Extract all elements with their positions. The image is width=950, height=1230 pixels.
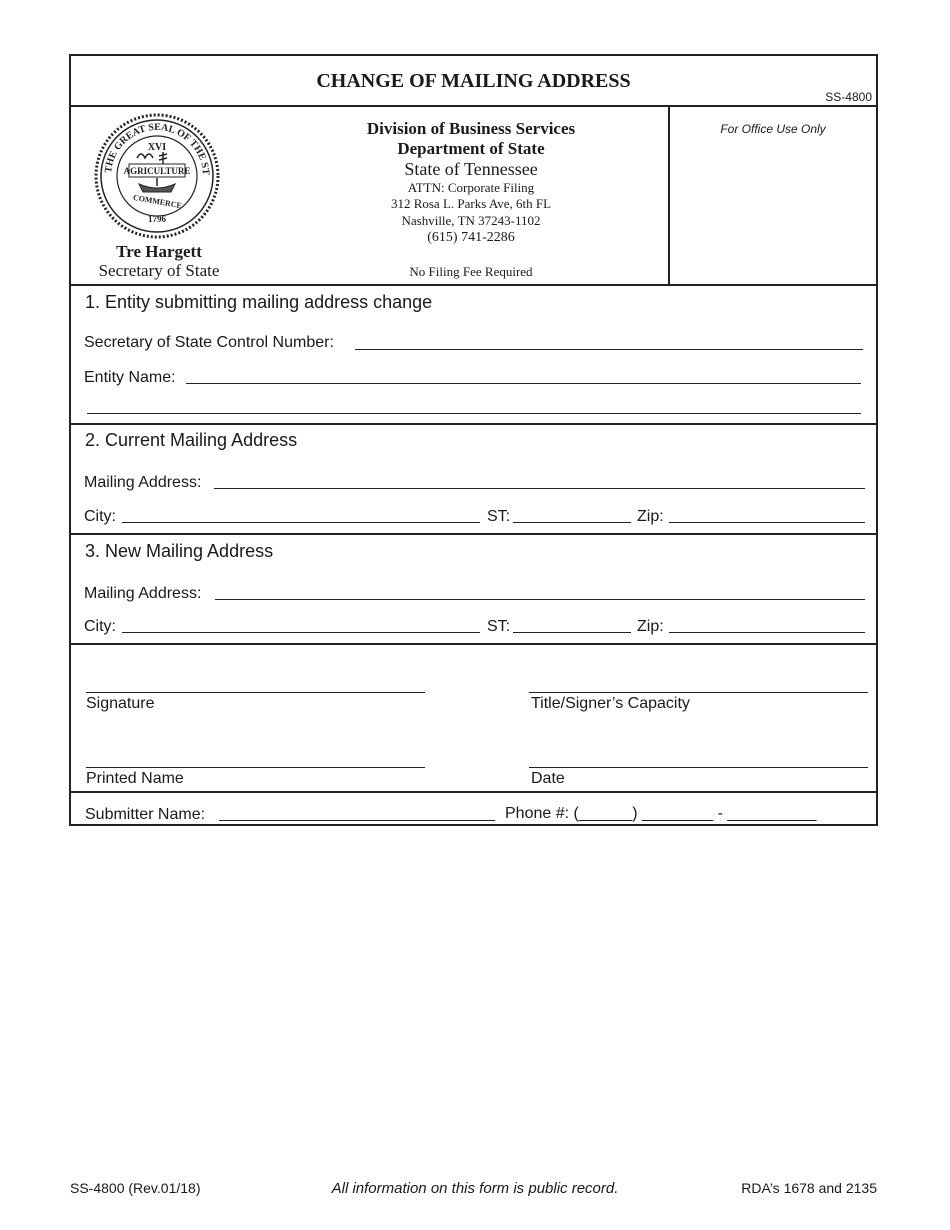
title-capacity-field[interactable] xyxy=(529,692,868,693)
current-zip-field[interactable] xyxy=(669,522,865,523)
header-divider xyxy=(71,284,876,286)
svg-text:COMMERCE: COMMERCE xyxy=(132,192,183,211)
section3-divider xyxy=(71,643,876,645)
current-city-field[interactable] xyxy=(122,522,480,523)
section2-heading: 2. Current Mailing Address xyxy=(85,430,298,450)
street-address: 312 Rosa L. Parks Ave, 6th FL xyxy=(390,196,552,211)
current-st-field[interactable] xyxy=(513,522,631,523)
new-city-label: City: xyxy=(84,618,116,635)
svg-text:AGRICULTURE: AGRICULTURE xyxy=(123,166,191,176)
seal-icon xyxy=(93,112,221,240)
new-st-field[interactable] xyxy=(513,632,631,633)
form-number: SS-4800 xyxy=(825,90,872,104)
department-name: Department of State xyxy=(397,139,545,158)
submitter-name-field[interactable] xyxy=(219,820,495,821)
signature-divider xyxy=(71,791,876,793)
attn-line: ATTN: Corporate Filing xyxy=(407,180,535,195)
printed-name-field[interactable] xyxy=(86,767,425,768)
section1-divider xyxy=(71,423,876,425)
footer-public-notice: All information on this form is public record. xyxy=(331,1180,619,1197)
form-title: CHANGE OF MAILING ADDRESS xyxy=(316,70,631,92)
new-mailing-address-label: Mailing Address: xyxy=(84,585,202,602)
control-number-field[interactable] xyxy=(355,349,863,350)
entity-name-field-line2[interactable] xyxy=(87,413,861,414)
fee-note: No Filing Fee Required xyxy=(409,264,533,279)
footer-rda: RDA’s 1678 and 2135 xyxy=(741,1180,877,1196)
title-capacity-label: Title/Signer’s Capacity xyxy=(531,695,690,712)
date-label: Date xyxy=(531,770,565,787)
signature-label: Signature xyxy=(86,695,155,712)
printed-name-label: Printed Name xyxy=(86,770,184,787)
city-state-zip: Nashville, TN 37243-1102 xyxy=(401,213,541,228)
entity-name-field[interactable] xyxy=(186,383,861,384)
svg-text:XVI: XVI xyxy=(147,142,167,153)
new-st-label: ST: xyxy=(487,618,511,635)
change-of-address-form xyxy=(69,54,878,826)
state-seal xyxy=(93,112,221,240)
phone-number: (615) 741-2286 xyxy=(427,230,515,245)
new-city-field[interactable] xyxy=(122,632,480,633)
svg-text:1796: 1796 xyxy=(148,214,166,224)
current-mailing-address-label: Mailing Address: xyxy=(84,474,202,491)
new-zip-field[interactable] xyxy=(669,632,865,633)
footer-revision: SS-4800 (Rev.01/18) xyxy=(70,1180,201,1196)
division-name: Division of Business Services xyxy=(366,119,576,138)
section2-divider xyxy=(71,533,876,535)
new-zip-label: Zip: xyxy=(637,618,664,635)
current-zip-label: Zip: xyxy=(637,508,664,525)
section1-heading: 1. Entity submitting mailing address change xyxy=(85,292,433,312)
svg-text:THE GREAT SEAL OF THE STATE OF: THE GREAT SEAL OF THE ST xyxy=(103,121,212,175)
submitter-phone-field[interactable]: Phone #: (______) ________ - __________ xyxy=(505,805,817,822)
current-st-label: ST: xyxy=(487,508,511,525)
official-name: Tre Hargett xyxy=(116,242,202,261)
control-number-label: Secretary of State Control Number: xyxy=(84,334,334,351)
submitter-name-label: Submitter Name: xyxy=(85,806,206,823)
official-title: Secretary of State xyxy=(98,261,220,280)
title-divider xyxy=(71,105,876,107)
current-city-label: City: xyxy=(84,508,116,525)
new-mailing-address-field[interactable] xyxy=(215,599,865,600)
state-name: State of Tennessee xyxy=(404,159,538,179)
office-use-label: For Office Use Only xyxy=(720,122,826,136)
section3-heading: 3. New Mailing Address xyxy=(85,541,274,561)
date-field[interactable] xyxy=(529,767,868,768)
current-mailing-address-field[interactable] xyxy=(214,488,865,489)
entity-name-label: Entity Name: xyxy=(84,369,176,386)
signature-field[interactable] xyxy=(86,692,425,693)
